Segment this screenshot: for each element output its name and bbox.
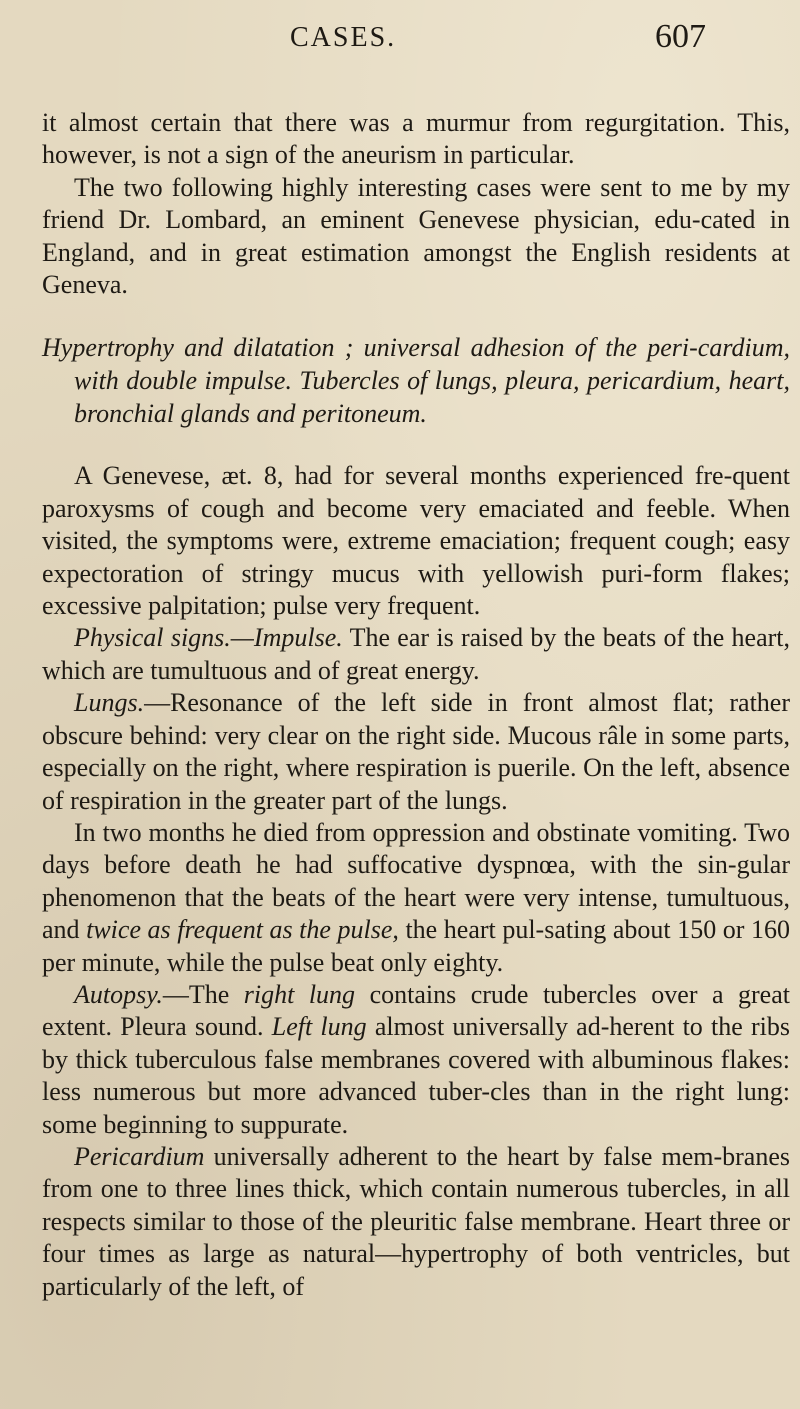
- lungs-label: Lungs.: [74, 688, 145, 718]
- death-text-b: the heart pul-sating about 150 or 160 per minute, while the pulse beat only eighty.: [42, 915, 790, 977]
- paragraph-case-history: A Genevese, æt. 8, had for several months experienced fre-quent paroxysms of cough and become very emaciated and feeble. When visited, the symptoms were, extreme emaciation; frequent cough; easy expectoration of stringy mucus with yellowish puri-form flakes; excessive palpitation; pulse very frequent.: [42, 461, 790, 621]
- pericardium-label: Pericardium: [74, 1141, 205, 1171]
- physical-signs-text: The ear is raised by the beats of the heart, which are tumultuous and of great energy.: [42, 623, 790, 685]
- paragraph-continuation: it almost certain that there was a murmur from regurgitation. This, however, is not a sign of the aneurism in particular.: [42, 108, 790, 170]
- paragraph-death: [42, 817, 790, 979]
- paragraph-pericardium: [42, 1141, 790, 1303]
- physical-signs-label: Physical signs.—Impulse.: [74, 623, 343, 653]
- autopsy-text-c: almost universally ad-herent to the ribs by thick tuberculous false membranes covered with albuminous flakes: less numerous but more advanced tuber-cles than in the right lung: some beginning to suppurate.: [42, 1012, 791, 1139]
- autopsy-label: Autopsy.: [74, 979, 163, 1009]
- body-text: [42, 107, 790, 1303]
- paragraph-lungs: [42, 687, 790, 817]
- autopsy-text-b: contains crude tubercles over a great extent. Pleura sound.: [42, 979, 790, 1042]
- autopsy-right-lung: right lung: [243, 979, 356, 1009]
- paragraph-physical-signs: [42, 622, 790, 687]
- page-header: [0, 18, 800, 62]
- death-text-a: In two months he died from oppression and obstinate vomiting. Two days before death he had suffocative dyspnœa, with the sin-gular phenomenon that the beats of the heart were very intense, tumultuous, and: [42, 817, 790, 945]
- running-head: CASES.: [290, 22, 397, 53]
- death-text-emphasis: twice as frequent as the pulse,: [86, 915, 399, 945]
- case-heading: Hypertrophy and dilatation ; universal adhesion of the peri-cardium, with double impulse. Tubercles of lungs, pleura, pericardium, heart, bronchial glands and peritoneum.: [42, 333, 790, 429]
- lungs-text: —Resonance of the left side in front almost flat; rather obscure behind: very clear on the right side. Mucous râle in some parts, especially on the right, where respiration is puerile. On the left, absence of respiration in the greater part of the lungs.: [42, 688, 790, 815]
- autopsy-left-lung: Left lung: [271, 1012, 367, 1042]
- autopsy-text-a: —The: [162, 979, 244, 1009]
- page-number: 607: [655, 18, 706, 55]
- paragraph-intro: The two following highly interesting cases were sent to me by my friend Dr. Lombard, an eminent Genevese physician, edu-cated in England, and in great estimation amongst the English residents at Geneva.: [42, 172, 790, 300]
- pericardium-text: universally adherent to the heart by false mem-branes from one to three lines thick, which contain numerous tubercles, in all respects similar to those of the pleuritic false membrane. Heart three or four times as large as natural—hypertrophy of both ventricles, but particularly of the left, of: [42, 1141, 790, 1301]
- paragraph-autopsy: [42, 979, 790, 1141]
